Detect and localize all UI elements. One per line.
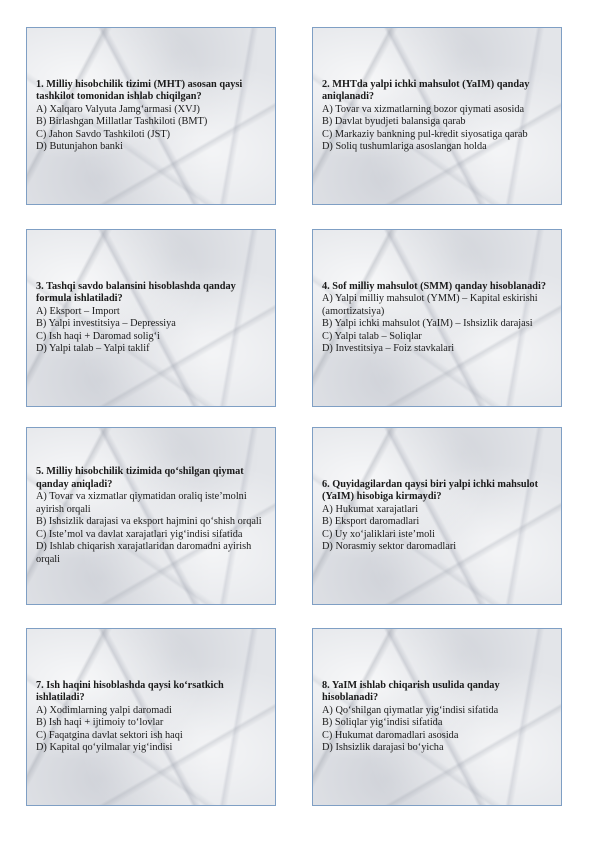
answer-option-c: C) Faqatgina davlat sektori ish haqi [36, 729, 183, 741]
question-card-3 [26, 229, 276, 407]
answer-option-a: A) Eksport – Import [36, 305, 120, 317]
answer-option-b: B) Birlashgan Millatlar Tashkiloti (BMT) [36, 116, 208, 127]
question-text: 6. Quyidagilardan qaysi biri yalpi ichki mahsulot (YaIM) hisobiga kirmaydi? [322, 478, 539, 502]
question-text: 2. MHTda yalpi ichki mahsulot (YaIM) qanday aniqlanadi? [322, 78, 530, 102]
question-card-7 [26, 628, 276, 806]
question-card-6 [312, 427, 562, 605]
answer-option-b: B) Yalpi ichki mahsulot (YaIM) – Ishsizlik darajasi [322, 318, 533, 329]
answer-option-a: A) Xodimlarning yalpi daromadi [36, 704, 172, 716]
answer-option-a: A) Xalqaro Valyuta Jamg‘armasi (XVJ) [36, 103, 200, 115]
answer-option-c: C) Jahon Savdo Tashkiloti (JST) [36, 128, 171, 140]
question-card-8 [312, 628, 562, 806]
answer-option-a: A) Hukumat xarajatlari [322, 503, 419, 515]
question-text: 7. Ish haqini hisoblashda qaysi ko‘rsatkich ishlatiladi? [36, 679, 224, 703]
answer-option-c: C) Hukumat daromadlari asosida [322, 729, 459, 741]
answer-option-c: C) Yalpi talab – Soliqlar [322, 330, 422, 342]
answer-option-b: B) Soliqlar yig‘indisi sifatida [322, 717, 443, 728]
answer-option-c: C) Uy xo‘jaliklari iste’moli [322, 528, 435, 540]
question-text: 8. YaIM ishlab chiqarish usulida qanday hisoblanadi? [322, 679, 500, 703]
answer-option-c: C) Ish haqi + Daromad solig‘i [36, 330, 160, 342]
answer-option-a: A) Tovar va xizmatlar qiymatidan oraliq iste’molni ayirish orqali [36, 491, 247, 515]
answer-option-b: B) Eksport daromadlari [322, 516, 420, 527]
answer-option-d: D) Butunjahon banki [36, 141, 123, 152]
answer-option-d: D) Ishlab chiqarish xarajatlaridan daromadni ayirish orqali [36, 541, 252, 565]
answer-option-d: D) Norasmiy sektor daromadlari [322, 541, 457, 552]
answer-option-d: D) Yalpi talab – Yalpi taklif [36, 343, 150, 354]
question-card-2 [312, 27, 562, 205]
answer-option-b: B) Davlat byudjeti balansiga qarab [322, 116, 466, 127]
answer-option-b: B) Ish haqi + ijtimoiy to‘lovlar [36, 717, 164, 728]
answer-option-c: C) Iste’mol va davlat xarajatlari yig‘indisi sifatida [36, 528, 243, 540]
answer-option-d: D) Investitsiya – Foiz stavkalari [322, 343, 455, 354]
answer-option-b: B) Ishsizlik darajasi va eksport hajmini qo‘shish orqali [36, 516, 262, 527]
question-text: 3. Tashqi savdo balansini hisoblashda qanday formula ishlatiladi? [36, 280, 236, 304]
answer-option-a: A) Tovar va xizmatlarning bozor qiymati asosida [322, 103, 525, 115]
question-text: 5. Milliy hisobchilik tizimida qo‘shilgan qiymat qanday aniqladi? [36, 466, 244, 490]
question-card-5 [26, 427, 276, 605]
answer-option-a: A) Qo‘shilgan qiymatlar yig‘indisi sifatida [322, 704, 499, 716]
answer-option-a: A) Yalpi milliy mahsulot (YMM) – Kapital eskirishi (amortizatsiya) [322, 293, 538, 317]
question-text: 4. Sof milliy mahsulot (SMM) qanday hisoblanadi? [322, 280, 547, 292]
question-card-1 [26, 27, 276, 205]
question-card-4 [312, 229, 562, 407]
question-text: 1. Milliy hisobchilik tizimi (MHT) asosan qaysi tashkilot tomonidan ishlab chiqilgan? [36, 78, 243, 102]
answer-option-d: D) Soliq tushumlariga asoslangan holda [322, 141, 487, 152]
answer-option-b: B) Yalpi investitsiya – Depressiya [36, 318, 176, 329]
answer-option-c: C) Markaziy bankning pul-kredit siyosatiga qarab [322, 128, 528, 140]
answer-option-d: D) Ishsizlik darajasi bo‘yicha [322, 742, 444, 753]
answer-option-d: D) Kapital qo‘yilmalar yig‘indisi [36, 742, 173, 753]
